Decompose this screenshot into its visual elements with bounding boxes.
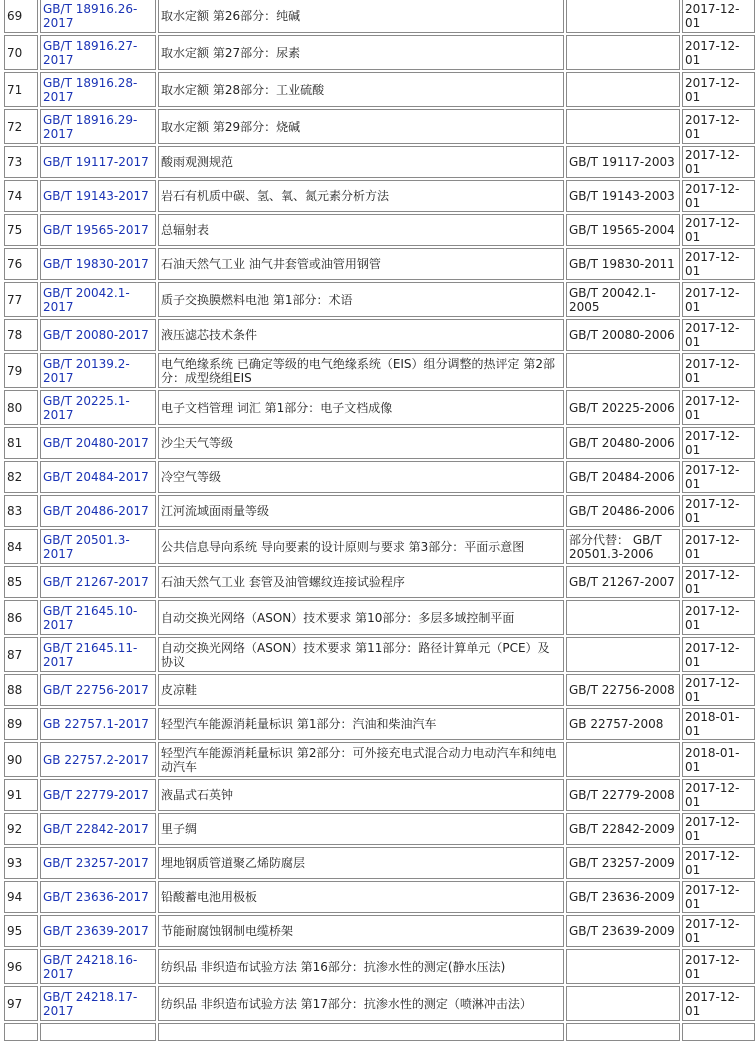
row-number: 85 [4, 566, 38, 598]
effective-date: 2017-12-01 [682, 847, 755, 879]
standard-title: 纺织品 非织造布试验方法 第16部分：抗渗水性的测定(静水压法) [158, 949, 564, 984]
replaced-standard [566, 600, 680, 635]
effective-date: 2017-12-01 [682, 35, 755, 70]
replaced-standard: GB/T 20480-2006 [566, 427, 680, 459]
standard-code-cell [40, 214, 156, 246]
replaced-standard [566, 0, 680, 33]
standard-code-link[interactable]: GB/T 22779-2017 [43, 788, 149, 802]
standard-code-link[interactable]: GB/T 24218.17-2017 [43, 989, 138, 1018]
standard-code-cell [40, 282, 156, 317]
row-number: 73 [4, 146, 38, 178]
table-row [4, 319, 755, 351]
standard-title: 自动交换光网络（ASON）技术要求 第10部分：多层多域控制平面 [158, 600, 564, 635]
table-row [4, 353, 755, 388]
table-row [4, 282, 755, 317]
standard-code-link[interactable]: GB/T 20484-2017 [43, 470, 149, 484]
replaced-standard [566, 949, 680, 984]
table-row [4, 600, 755, 635]
standard-code-link[interactable]: GB/T 19830-2017 [43, 257, 149, 271]
effective-date: 2017-12-01 [682, 180, 755, 212]
effective-date: 2017-12-01 [682, 72, 755, 107]
replaced-standard: GB/T 19830-2011 [566, 248, 680, 280]
row-number: 79 [4, 353, 38, 388]
standard-title: 皮凉鞋 [158, 674, 564, 706]
standard-title: 轻型汽车能源消耗量标识 第2部分：可外接充电式混合动力电动汽车和纯电动汽车 [158, 742, 564, 777]
standard-code-cell [40, 881, 156, 913]
effective-date: 2018-01-01 [682, 742, 755, 777]
effective-date: 2017-12-01 [682, 248, 755, 280]
row-number: 70 [4, 35, 38, 70]
standard-code-cell [40, 0, 156, 33]
standard-code-cell [40, 146, 156, 178]
effective-date: 2018-01-01 [682, 708, 755, 740]
replaced-standard [566, 637, 680, 672]
standard-title: 酸雨观测规范 [158, 146, 564, 178]
row-number: 84 [4, 529, 38, 564]
table-row [4, 109, 755, 144]
standard-code-link[interactable]: GB/T 23257-2017 [43, 856, 149, 870]
effective-date: 2017-12-01 [682, 0, 755, 33]
standard-code-cell [40, 915, 156, 947]
standard-title: 液晶式石英钟 [158, 779, 564, 811]
standard-code-cell [40, 248, 156, 280]
replaced-standard: GB/T 19117-2003 [566, 146, 680, 178]
replaced-standard: GB 22757-2008 [566, 708, 680, 740]
row-number: 82 [4, 461, 38, 493]
standard-code-link[interactable]: GB/T 22842-2017 [43, 822, 149, 836]
replaced-standard [566, 742, 680, 777]
replaced-standard: GB/T 23257-2009 [566, 847, 680, 879]
standard-code-link[interactable]: GB/T 19565-2017 [43, 223, 149, 237]
standard-code-cell [40, 461, 156, 493]
standard-title: 公共信息导向系统 导向要素的设计原则与要求 第3部分：平面示意图 [158, 529, 564, 564]
replaced-standard: GB/T 22756-2008 [566, 674, 680, 706]
standard-title: 总辐射表 [158, 214, 564, 246]
table-row [4, 674, 755, 706]
standard-code-link[interactable]: GB/T 21267-2017 [43, 575, 149, 589]
table-row [4, 248, 755, 280]
effective-date: 2017-12-01 [682, 495, 755, 527]
standard-code-cell [40, 390, 156, 425]
row-number: 77 [4, 282, 38, 317]
row-number: 75 [4, 214, 38, 246]
replaced-standard: GB/T 23636-2009 [566, 881, 680, 913]
replaced-standard: GB/T 20080-2006 [566, 319, 680, 351]
table-row [4, 742, 755, 777]
effective-date: 2017-12-01 [682, 461, 755, 493]
standard-title: 里子绸 [158, 813, 564, 845]
standard-code-link[interactable]: GB/T 23636-2017 [43, 890, 149, 904]
effective-date: 2017-12-01 [682, 881, 755, 913]
effective-date: 2017-12-01 [682, 146, 755, 178]
effective-date: 2017-12-01 [682, 566, 755, 598]
standard-code-link[interactable]: GB/T 24218.16-2017 [43, 952, 138, 981]
standard-code-link[interactable]: GB/T 20501.3-2017 [43, 532, 130, 561]
replaced-standard: GB/T 21267-2007 [566, 566, 680, 598]
standard-code-cell [40, 674, 156, 706]
effective-date: 2017-12-01 [682, 529, 755, 564]
replaced-standard [566, 986, 680, 1021]
row-number: 97 [4, 986, 38, 1021]
row-number: 91 [4, 779, 38, 811]
row-number: 90 [4, 742, 38, 777]
effective-date: 2017-12-01 [682, 600, 755, 635]
standard-code-cell [40, 180, 156, 212]
standard-code-cell [40, 813, 156, 845]
standard-code-cell [40, 353, 156, 388]
row-number: 94 [4, 881, 38, 913]
replaced-standard: GB/T 22842-2009 [566, 813, 680, 845]
standard-title: 冷空气等级 [158, 461, 564, 493]
table-row [4, 180, 755, 212]
replaced-standard: GB/T 19143-2003 [566, 180, 680, 212]
standard-code-cell [40, 35, 156, 70]
standard-code-cell [40, 529, 156, 564]
replaced-standard: GB/T 22779-2008 [566, 779, 680, 811]
standard-code-link[interactable]: GB/T 20042.1-2017 [43, 285, 130, 314]
standard-code-cell [40, 779, 156, 811]
effective-date: 2017-12-01 [682, 109, 755, 144]
standard-code-cell [40, 847, 156, 879]
row-number: 86 [4, 600, 38, 635]
standard-title: 自动交换光网络（ASON）技术要求 第11部分：路径计算单元（PCE）及协议 [158, 637, 564, 672]
empty-cell [682, 1023, 755, 1041]
standard-code-cell [40, 427, 156, 459]
table-row [4, 915, 755, 947]
table-row [4, 146, 755, 178]
standard-code-link[interactable]: GB/T 20139.2-2017 [43, 356, 130, 385]
standard-code-link[interactable]: GB/T 18916.28-2017 [43, 75, 138, 104]
replaced-standard: GB/T 20486-2006 [566, 495, 680, 527]
table-row [4, 35, 755, 70]
standard-code-link[interactable]: GB/T 20486-2017 [43, 504, 149, 518]
table-row [4, 708, 755, 740]
row-number: 96 [4, 949, 38, 984]
table-row [4, 427, 755, 459]
table-row [4, 881, 755, 913]
effective-date: 2017-12-01 [682, 353, 755, 388]
standard-title: 石油天然气工业 油气井套管或油管用钢管 [158, 248, 564, 280]
effective-date: 2017-12-01 [682, 214, 755, 246]
empty-cell [40, 1023, 156, 1041]
row-number: 95 [4, 915, 38, 947]
effective-date: 2017-12-01 [682, 986, 755, 1021]
standard-code-cell [40, 600, 156, 635]
standard-code-link[interactable]: GB/T 20480-2017 [43, 436, 149, 450]
effective-date: 2017-12-01 [682, 813, 755, 845]
replaced-standard: 部分代替： GB/T 20501.3-2006 [566, 529, 680, 564]
standard-title: 质子交换膜燃料电池 第1部分：术语 [158, 282, 564, 317]
table-row [4, 779, 755, 811]
empty-cell [566, 1023, 680, 1041]
standard-title: 江河流域面雨量等级 [158, 495, 564, 527]
replaced-standard [566, 353, 680, 388]
effective-date: 2017-12-01 [682, 282, 755, 317]
replaced-standard: GB/T 20484-2006 [566, 461, 680, 493]
table-row [4, 986, 755, 1021]
standard-code-link[interactable]: GB/T 19143-2017 [43, 189, 149, 203]
standard-title: 节能耐腐蚀钢制电缆桥架 [158, 915, 564, 947]
table-row [4, 637, 755, 672]
table-row [4, 813, 755, 845]
row-number: 92 [4, 813, 38, 845]
standard-code-cell [40, 109, 156, 144]
standard-title: 岩石有机质中碳、氢、氧、氮元素分析方法 [158, 180, 564, 212]
table-row-partial [4, 1023, 755, 1041]
standard-title: 取水定额 第27部分：尿素 [158, 35, 564, 70]
standard-code-link[interactable]: GB/T 20080-2017 [43, 328, 149, 342]
table-row [4, 461, 755, 493]
row-number: 80 [4, 390, 38, 425]
standard-title: 取水定额 第26部分：纯碱 [158, 0, 564, 33]
effective-date: 2017-12-01 [682, 915, 755, 947]
table-row [4, 847, 755, 879]
table-row [4, 949, 755, 984]
table-row [4, 72, 755, 107]
table-row [4, 214, 755, 246]
row-number: 69 [4, 0, 38, 33]
effective-date: 2017-12-01 [682, 674, 755, 706]
row-number: 89 [4, 708, 38, 740]
effective-date: 2017-12-01 [682, 949, 755, 984]
standard-title: 取水定额 第28部分：工业硫酸 [158, 72, 564, 107]
row-number: 93 [4, 847, 38, 879]
standard-code-link[interactable]: GB/T 20225.1-2017 [43, 393, 130, 422]
standard-code-cell [40, 72, 156, 107]
standard-title: 纺织品 非织造布试验方法 第17部分：抗渗水性的测定（喷淋冲击法） [158, 986, 564, 1021]
standard-title: 电子文档管理 词汇 第1部分：电子文档成像 [158, 390, 564, 425]
standard-code-link[interactable]: GB/T 22756-2017 [43, 683, 149, 697]
standard-code-link[interactable]: GB/T 23639-2017 [43, 924, 149, 938]
standard-title: 轻型汽车能源消耗量标识 第1部分：汽油和柴油汽车 [158, 708, 564, 740]
standard-code-cell [40, 319, 156, 351]
effective-date: 2017-12-01 [682, 319, 755, 351]
standard-title: 埋地钢质管道聚乙烯防腐层 [158, 847, 564, 879]
standard-title: 铅酸蓄电池用极板 [158, 881, 564, 913]
replaced-standard [566, 72, 680, 107]
row-number: 87 [4, 637, 38, 672]
replaced-standard: GB/T 23639-2009 [566, 915, 680, 947]
standard-title: 取水定额 第29部分：烧碱 [158, 109, 564, 144]
table-row [4, 566, 755, 598]
row-number: 78 [4, 319, 38, 351]
standard-title: 沙尘天气等级 [158, 427, 564, 459]
row-number: 71 [4, 72, 38, 107]
row-number: 88 [4, 674, 38, 706]
replaced-standard [566, 109, 680, 144]
standard-code-link[interactable]: GB 22757.2-2017 [43, 752, 149, 767]
standard-code-cell [40, 986, 156, 1021]
standards-table [2, 0, 755, 1043]
standard-code-cell [40, 637, 156, 672]
standard-code-link[interactable]: GB/T 21645.11-2017 [43, 640, 138, 669]
table-row [4, 0, 755, 33]
empty-cell [158, 1023, 564, 1041]
standard-code-cell [40, 708, 156, 740]
effective-date: 2017-12-01 [682, 427, 755, 459]
replaced-standard: GB/T 19565-2004 [566, 214, 680, 246]
standard-code-link[interactable]: GB 22757.1-2017 [43, 717, 149, 731]
row-number: 83 [4, 495, 38, 527]
row-number: 81 [4, 427, 38, 459]
table-row [4, 529, 755, 564]
table-row [4, 390, 755, 425]
replaced-standard [566, 35, 680, 70]
table-row [4, 495, 755, 527]
standard-title: 电气绝缘系统 已确定等级的电气绝缘系统（EIS）组分调整的热评定 第2部分：成型绕组EIS [158, 353, 564, 388]
standard-code-link[interactable]: GB/T 18916.26-2017 [43, 1, 138, 30]
effective-date: 2017-12-01 [682, 637, 755, 672]
standard-code-link[interactable]: GB/T 21645.10-2017 [43, 603, 138, 632]
row-number: 72 [4, 109, 38, 144]
standard-code-cell [40, 949, 156, 984]
standard-title: 液压滤芯技术条件 [158, 319, 564, 351]
standard-code-cell [40, 742, 156, 777]
standard-code-cell [40, 566, 156, 598]
effective-date: 2017-12-01 [682, 390, 755, 425]
standards-table-body [4, 0, 755, 1041]
empty-cell [4, 1023, 38, 1041]
replaced-standard: GB/T 20225-2006 [566, 390, 680, 425]
standard-code-cell [40, 495, 156, 527]
replaced-standard: GB/T 20042.1-2005 [566, 282, 680, 317]
standard-code-link[interactable]: GB/T 18916.27-2017 [43, 38, 138, 67]
row-number: 76 [4, 248, 38, 280]
standard-code-link[interactable]: GB/T 18916.29-2017 [43, 112, 138, 141]
row-number: 74 [4, 180, 38, 212]
standard-code-link[interactable]: GB/T 19117-2017 [43, 155, 149, 169]
effective-date: 2017-12-01 [682, 779, 755, 811]
standard-title: 石油天然气工业 套管及油管螺纹连接试验程序 [158, 566, 564, 598]
